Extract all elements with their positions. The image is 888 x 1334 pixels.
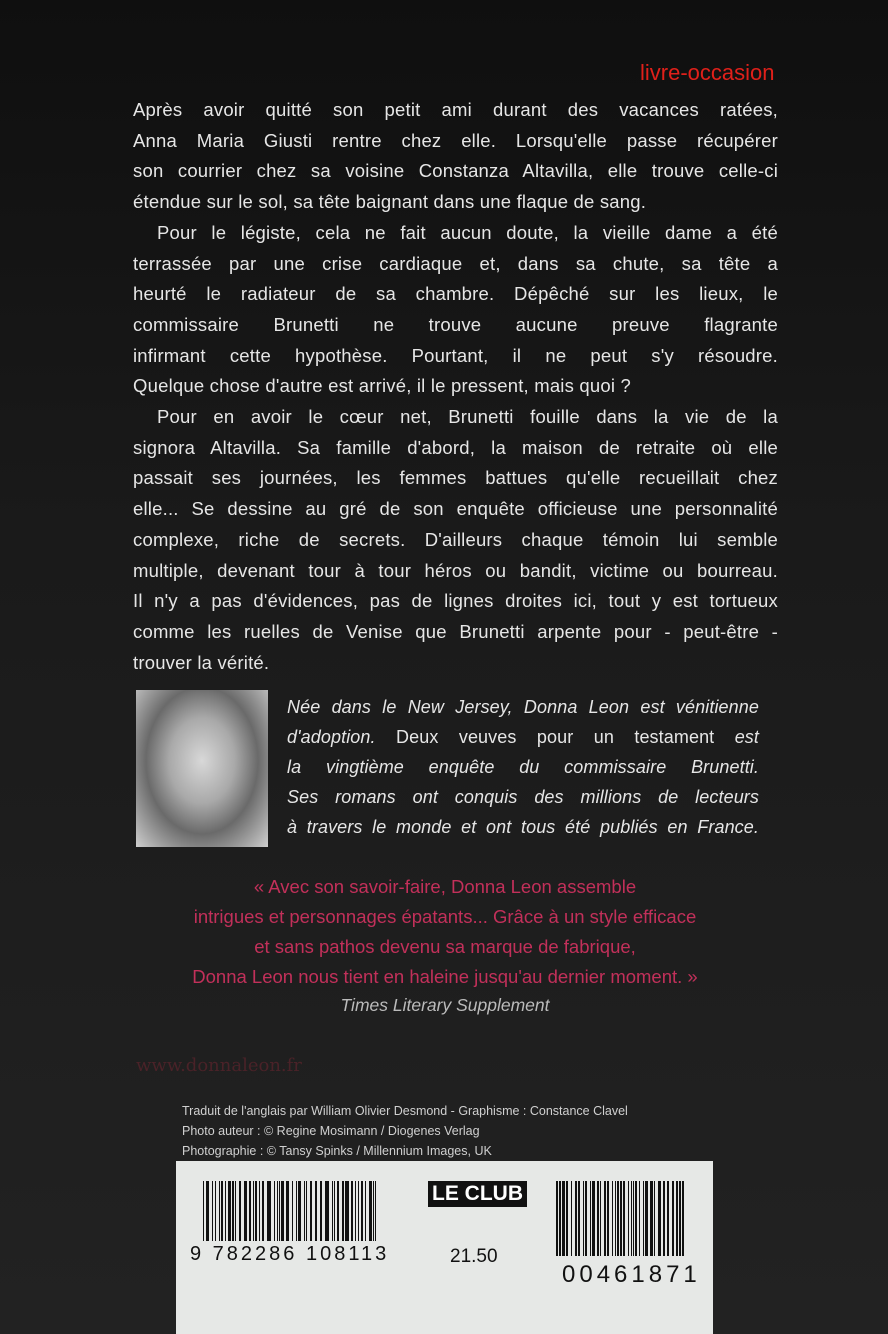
barcode-bar [221,1181,223,1241]
bio-line: à travers le monde et ont tous été publiés en France. [287,817,759,837]
credit-line: Traduit de l'anglais par William Olivier Desmond - Graphisme : Constance Clavel [182,1104,628,1118]
barcode-bar [235,1181,236,1241]
barcode-bar [304,1181,305,1241]
publisher-logo: LE CLUB [428,1181,527,1207]
barcode-bar [592,1181,595,1256]
synopsis-line: étendue sur le sol, sa tête baignant dans une flaque de sang. [133,191,647,213]
synopsis-line: son courrier chez sa voisine Constanza Altavilla, elle trouve celle-ci [133,160,778,182]
barcode-bar [628,1181,629,1256]
bio-line: la vingtième enquête du commissaire Brunetti. [287,757,759,777]
barcode-bar [643,1181,644,1256]
barcode-bar [575,1181,578,1256]
barcode-bar [342,1181,343,1241]
barcode-bar [315,1181,317,1241]
synopsis-line: elle... Se dessine au gré de son enquête officieuse une personnalité [133,498,778,520]
barcode-bar [206,1181,208,1241]
barcode-bar [255,1181,256,1241]
barcode-bar [334,1181,335,1241]
book-title: Deux veuves pour un testament [375,727,735,747]
barcode-bar [337,1181,339,1241]
barcode-bar [232,1181,234,1241]
synopsis-line: commissaire Brunetti ne trouve aucune preuve flagrante [133,313,778,335]
barcode-bar [645,1181,648,1256]
barcode-bar [267,1181,268,1241]
credits [182,1101,628,1161]
barcode-bar [215,1181,216,1241]
synopsis-line: terrassée par une crise cardiaque et, dans sa chute, sa tête a [133,252,778,274]
barcode-bar [228,1181,231,1241]
quote-line: Donna Leon nous tient en haleine jusqu'au dernier moment. » [192,966,698,987]
product-barcode [556,1181,686,1256]
isbn-number: 9 782286 108113 [190,1243,390,1265]
barcode-bar [298,1181,301,1241]
barcode-bar [578,1181,579,1256]
website-link[interactable]: www.donnaleon.fr [136,1055,302,1076]
synopsis-line: Pour le légiste, cela ne fait aucun doute, la vieille dame a été [157,221,778,243]
quote-line: « Avec son savoir-faire, Donna Leon assemble [253,876,637,897]
quote-source: Times Literary Supplement [340,995,550,1015]
barcode-bar [345,1181,346,1241]
synopsis-line: Anna Maria Giusti rentre chez elle. Lorsqu'elle passe récupérer [133,129,778,151]
quote-line: intrigues et personnages épatants... Grâce à un style efficace [193,906,697,927]
barcode-bar [358,1181,359,1241]
bio-line: Ses romans ont conquis des millions de lecteurs [287,787,759,807]
barcode-bar [658,1181,661,1256]
price: 21.50 [450,1246,498,1267]
press-quote [130,872,760,992]
synopsis-line: passait ses journées, les femmes battues qu'elle recueillait chez [133,467,778,489]
barcode-bar [600,1181,601,1256]
barcode-bar [585,1181,586,1256]
barcode-bar [623,1181,626,1256]
barcode-bar [679,1181,681,1256]
barcode-bar [583,1181,584,1256]
barcode-bar [676,1181,678,1256]
barcode-bar [663,1181,666,1256]
barcode-bar [682,1181,684,1256]
barcode-bar [631,1181,632,1256]
synopsis-line: trouver la vérité. [133,651,270,673]
barcode-bar [296,1181,297,1241]
synopsis-line: infirmant cette hypothèse. Pourtant, il ne peut s'y résoudre. [133,344,778,366]
barcode-bar [590,1181,591,1256]
barcode-bar [633,1181,634,1256]
barcode-bar [244,1181,247,1241]
barcode-bar [620,1181,622,1256]
barcode-bar [566,1181,568,1256]
author-bio [287,692,759,842]
barcode-bar [286,1181,289,1241]
barcode-bar [310,1181,312,1241]
barcode-bar [667,1181,668,1256]
synopsis-line: heurté le radiateur de sa chambre. Dépêché sur les lieux, le [133,283,778,305]
barcode-bar [607,1181,609,1256]
credit-line: Photographie : © Tansy Spinks / Millennium Images, UK [182,1144,492,1158]
barcode-bar [672,1181,674,1256]
credit-line: Photo auteur : © Regine Mosimann / Diogenes Verlag [182,1124,480,1138]
synopsis-line: Pour en avoir le cœur net, Brunetti fouille dans la vie de la [157,406,778,428]
barcode-bar [639,1181,640,1256]
barcode-bar [239,1181,240,1241]
barcode-bar [373,1181,374,1241]
barcode-bar [635,1181,636,1256]
barcode-bar [654,1181,655,1256]
barcode-bar [650,1181,653,1256]
synopsis [133,95,778,678]
bio-line: Née dans le New Jersey, Donna Leon est vénitienne [287,697,759,717]
barcode-bar [604,1181,606,1256]
bio-line [287,722,759,752]
barcode-bar [365,1181,366,1241]
barcode-bar [225,1181,226,1241]
barcode-bar [355,1181,356,1241]
synopsis-line: Après avoir quitté son petit ami durant des vacances ratées, [133,99,778,120]
product-code: 00461871 [562,1261,701,1288]
barcode-bar [320,1181,321,1241]
barcode-bar [292,1181,293,1241]
barcode-bar [369,1181,372,1241]
barcode-bar [262,1181,264,1241]
barcode-bar [559,1181,561,1256]
synopsis-line: Il n'y a pas d'évidences, pas de lignes droites ici, tout y est tortueux [133,590,778,612]
barcode-bar [306,1181,307,1241]
barcode-bar [597,1181,600,1256]
barcode-bar [274,1181,275,1241]
barcode-bar [219,1181,220,1241]
barcode-bar [332,1181,333,1241]
barcode-bar [268,1181,270,1241]
barcode-bar [259,1181,260,1241]
barcode-bar [615,1181,616,1256]
synopsis-line: Quelque chose d'autre est arrivé, il le pressent, mais quoi ? [133,375,632,397]
barcode-bar [617,1181,618,1256]
barcode-bar [346,1181,349,1241]
barcode-bar [556,1181,558,1256]
barcode-bar [326,1181,329,1241]
barcode-bar [562,1181,565,1256]
barcode-bar [351,1181,352,1241]
barcode-bar [203,1181,204,1241]
barcode-bar [279,1181,280,1241]
barcode-bar [325,1181,326,1241]
barcode-bar [277,1181,278,1241]
barcode-bar [253,1181,254,1241]
quote-line: et sans pathos devenu sa marque de fabrique, [254,936,636,957]
bio-text: est [734,727,759,747]
bio-text: d'adoption. [287,727,376,747]
barcode-bar [612,1181,613,1256]
barcode-bar [375,1181,376,1241]
barcode-label [176,1161,713,1334]
barcode-bar [361,1181,364,1241]
synopsis-line: signora Altavilla. Sa famille d'abord, la maison de retraite où elle [133,436,778,458]
barcode-bar [281,1181,284,1241]
watermark: livre-occasion [640,60,775,85]
barcode-bar [571,1181,572,1256]
synopsis-line: complexe, riche de secrets. D'ailleurs chaque témoin lui semble [133,528,778,550]
author-photo [136,690,268,847]
barcode-bar [212,1181,213,1241]
synopsis-line: comme les ruelles de Venise que Brunetti arpente pour - peut-être - [133,620,778,642]
synopsis-line: multiple, devenant tour à tour héros ou bandit, victime ou bourreau. [133,559,778,581]
isbn-barcode [203,1181,378,1241]
barcode-bar [249,1181,251,1241]
